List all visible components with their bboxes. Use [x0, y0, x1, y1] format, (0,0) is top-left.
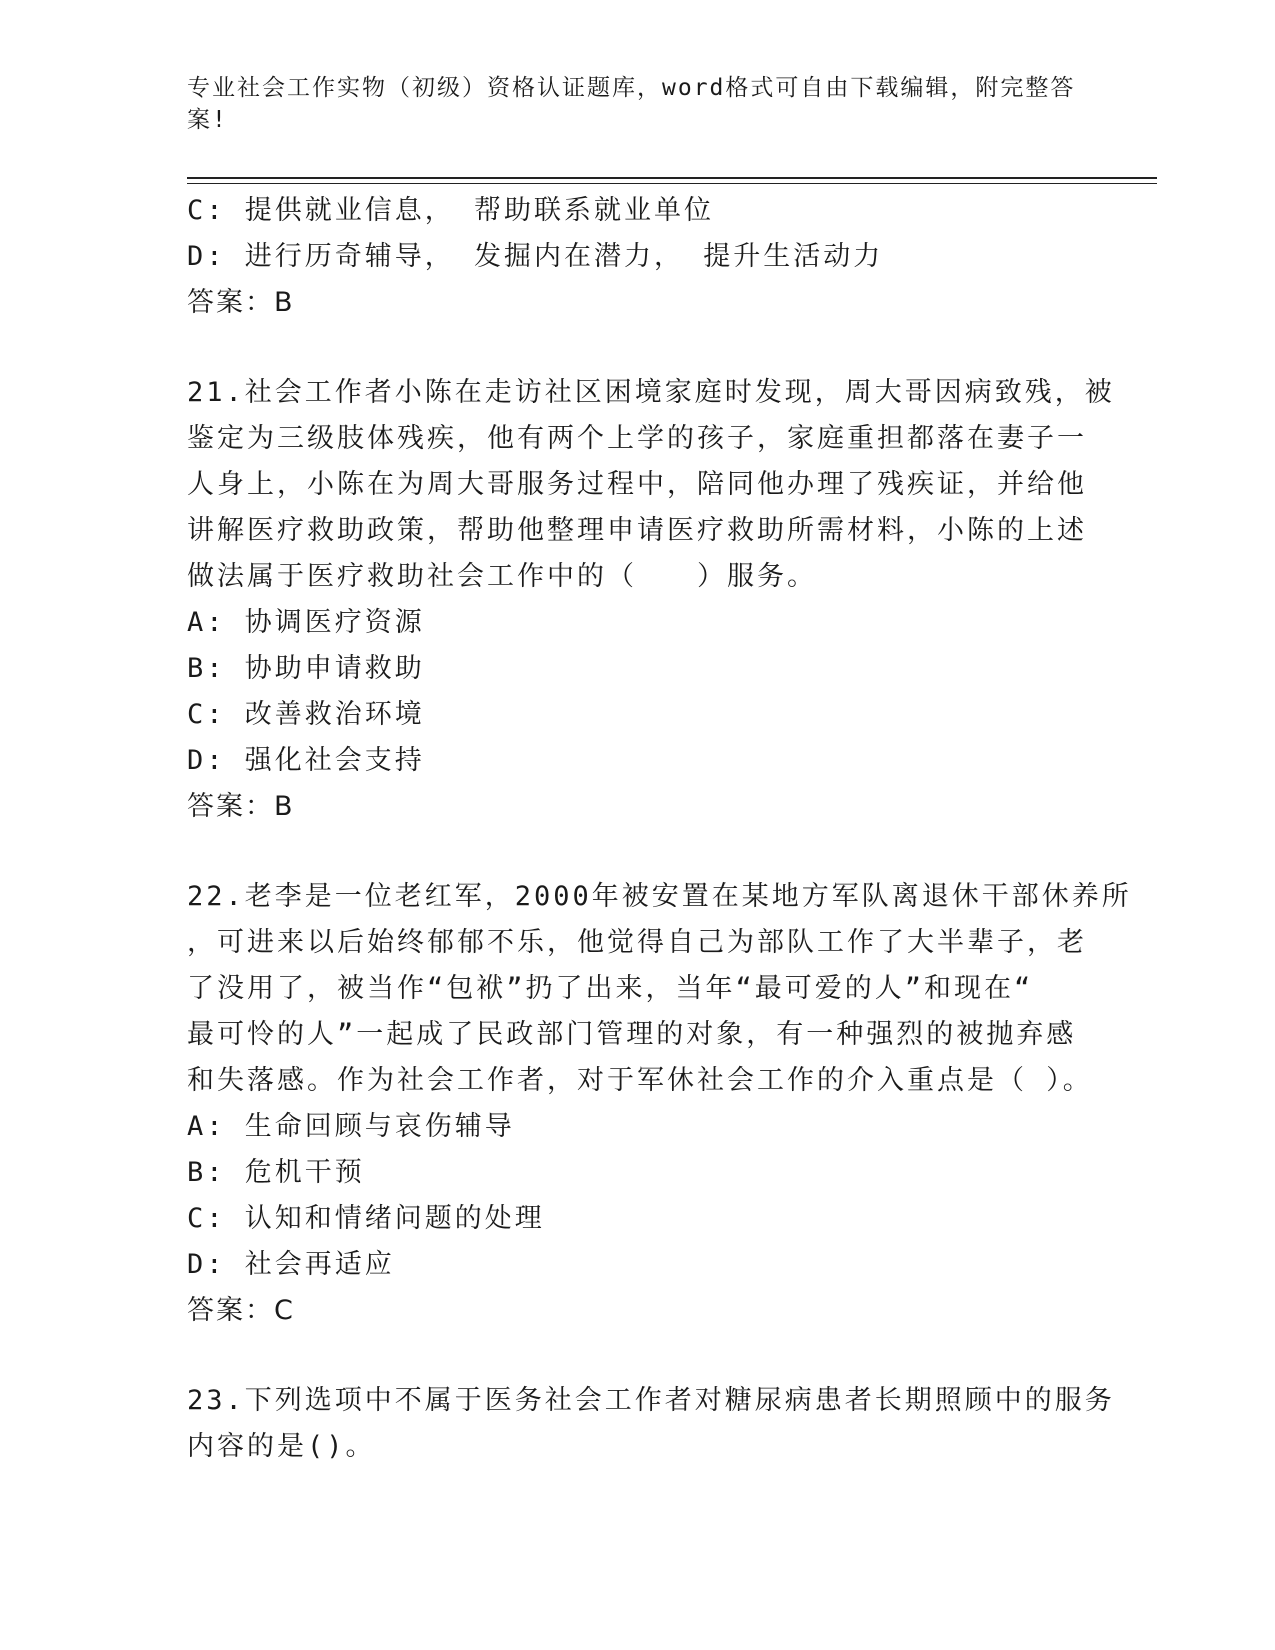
page-header — [187, 72, 1077, 136]
question-23 — [187, 1378, 1115, 1470]
question-stem-line: 做法属于医疗救助社会工作中的（ ）服务。 — [187, 561, 817, 592]
question-22 — [187, 874, 1132, 1334]
document-body — [187, 188, 1132, 1470]
question-21 — [187, 370, 1115, 830]
spacer — [187, 1334, 1092, 1378]
spacer — [187, 326, 1092, 370]
question-stem-line: 鉴定为三级肢体残疾，他有两个上学的孩子，家庭重担都落在妻子一 — [187, 423, 1087, 454]
header-line-2: 案! — [187, 107, 228, 133]
question-stem-line: 23.下列选项中不属于医务社会工作者对糖尿病患者长期照顾中的服务 — [187, 1385, 1115, 1416]
question-stem-line: 了没用了，被当作“包袱”扔了出来，当年“最可爱的人”和现在“ — [187, 973, 1034, 1004]
header-line-1: 专业社会工作实物（初级）资格认证题库，word格式可自由下载编辑，附完整答 — [187, 75, 1076, 101]
question-stem-line: 最可怜的人”一起成了民政部门管理的对象，有一种强烈的被抛弃感 — [187, 1019, 1077, 1050]
option-d: D: 进行历奇辅导， 发掘内在潜力， 提升生活动力 — [187, 241, 884, 272]
question-stem-line: 讲解医疗救助政策，帮助他整理申请医疗救助所需材料，小陈的上述 — [187, 515, 1087, 546]
answer-line: 答案：B — [187, 791, 295, 822]
option-c: C: 改善救治环境 — [187, 699, 425, 730]
question-stem-line: ，可进来以后始终郁郁不乐，他觉得自己为部队工作了大半辈子，老 — [187, 927, 1087, 958]
option-d: D: 强化社会支持 — [187, 745, 425, 776]
question-stem-line: 22.老李是一位老红军，2000年被安置在某地方军队离退休干部休养所 — [187, 881, 1132, 912]
option-d: D: 社会再适应 — [187, 1249, 395, 1280]
option-a: A: 生命回顾与哀伤辅导 — [187, 1111, 515, 1142]
question-stem-line: 人身上，小陈在为周大哥服务过程中，陪同他办理了残疾证，并给他 — [187, 469, 1087, 500]
header-rule-thick — [187, 177, 1157, 179]
option-c: C: 提供就业信息， 帮助联系就业单位 — [187, 195, 715, 226]
answer-line: 答案：C — [187, 1295, 295, 1326]
option-a: A: 协调医疗资源 — [187, 607, 425, 638]
question-stem-line: 和失落感。作为社会工作者，对于军休社会工作的介入重点是（ ）。 — [187, 1065, 1093, 1096]
option-b: B: 协助申请救助 — [187, 653, 425, 684]
option-b: B: 危机干预 — [187, 1157, 365, 1188]
option-c: C: 认知和情绪问题的处理 — [187, 1203, 545, 1234]
header-rule-thin — [187, 183, 1157, 184]
question-stem-line: 21.社会工作者小陈在走访社区困境家庭时发现，周大哥因病致残，被 — [187, 377, 1115, 408]
answer-line: 答案：B — [187, 287, 295, 318]
previous-question-tail — [187, 188, 1092, 326]
question-stem-line: 内容的是()。 — [187, 1431, 376, 1462]
spacer — [187, 830, 1092, 874]
